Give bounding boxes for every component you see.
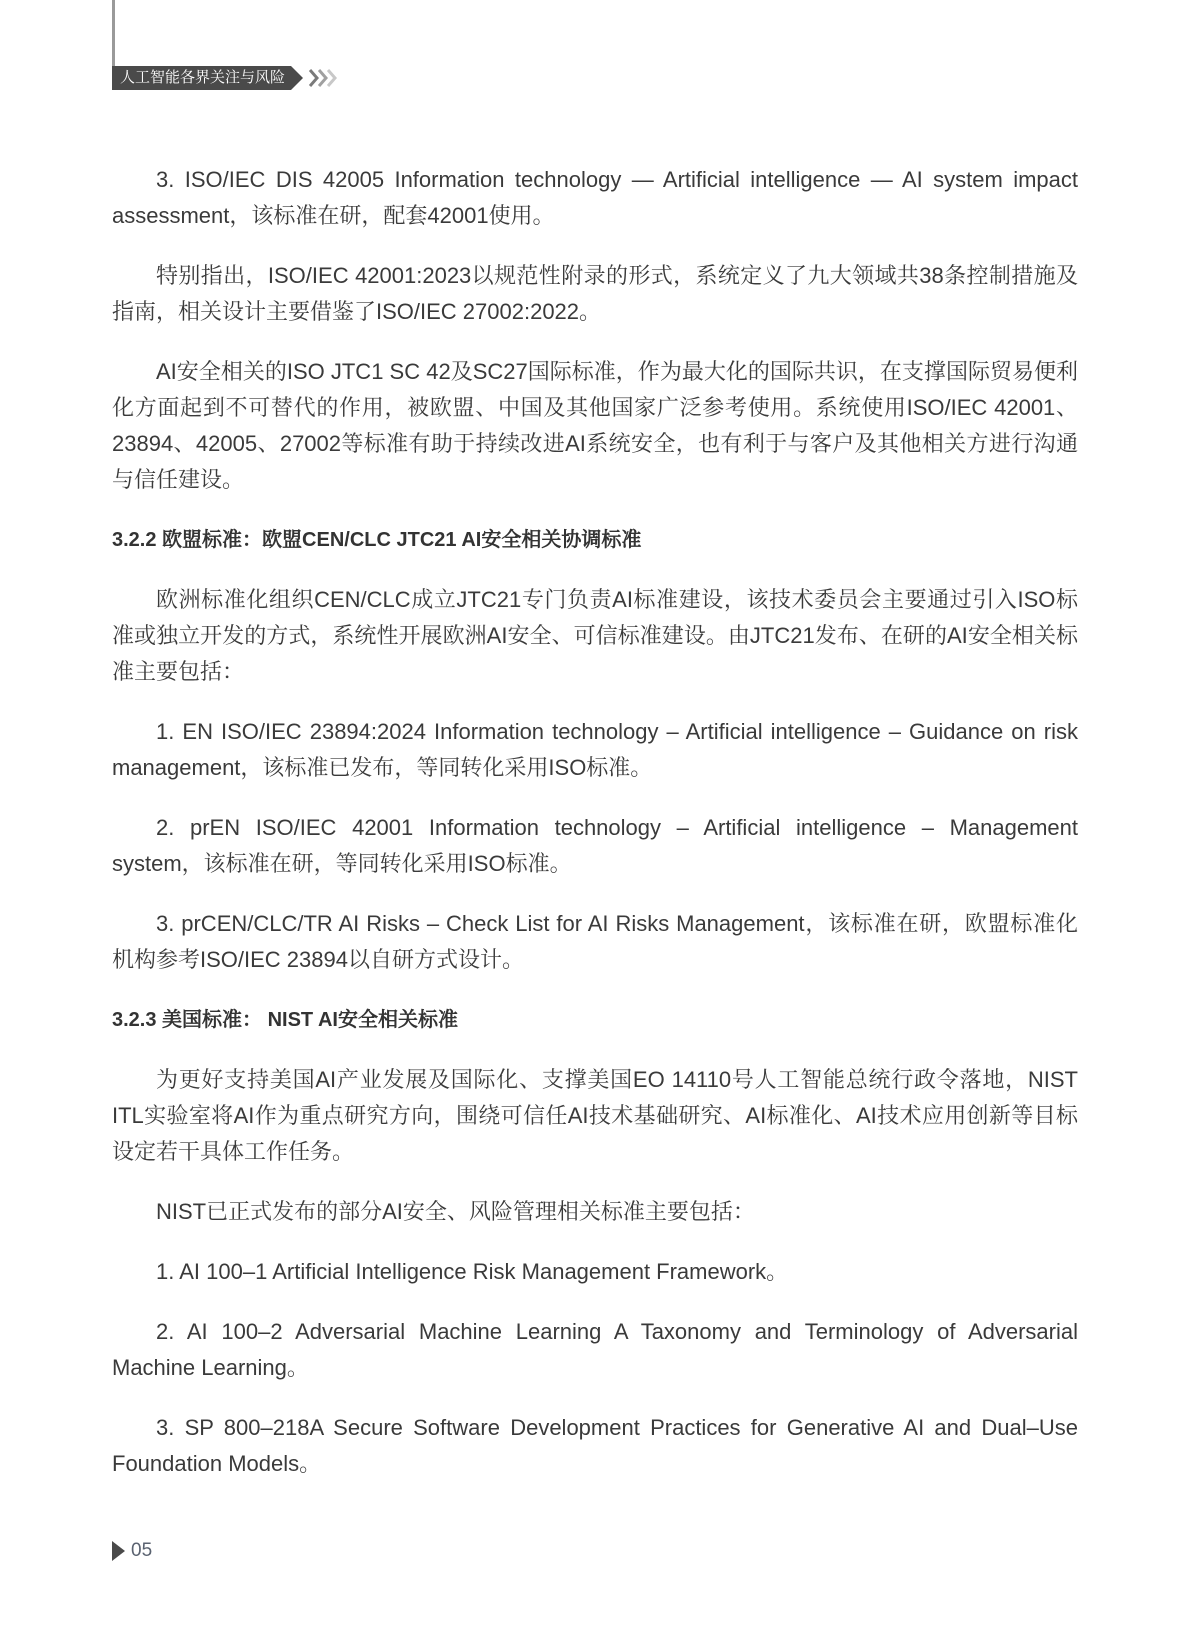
list-item: 3. SP 800–218A Secure Software Development Practices for Generative AI and Dual–Use Foundation Models。 [112, 1415, 1078, 1476]
running-title: 人工智能各界关注与风险 [112, 66, 291, 90]
section-heading-3-2-2: 3.2.2 欧盟标准：欧盟CEN/CLC JTC21 AI安全相关协调标准 [112, 529, 642, 551]
page-footer [112, 1540, 152, 1562]
list-item-iso-42005: 3. ISO/IEC DIS 42005 Information technology — Artificial intelligence — AI system impact assessment，该标准在研，配套42001使用。 [112, 167, 1078, 228]
section-heading-3-2-3: 3.2.3 美国标准： NIST AI安全相关标准 [112, 1009, 458, 1031]
header-vertical-rule [112, 0, 115, 70]
paragraph-nist-lead: NIST已正式发布的部分AI安全、风险管理相关标准主要包括： [156, 1199, 755, 1224]
page-number: 05 [131, 1540, 153, 1561]
running-header [112, 66, 336, 90]
list-item: 1. AI 100–1 Artificial Intelligence Risk Management Framework。 [156, 1259, 789, 1284]
paragraph-iso-42001-annex: 特别指出，ISO/IEC 42001:2023以规范性附录的形式，系统定义了九大领域共38条控制措施及指南，相关设计主要借鉴了ISO/IEC 27002:2022。 [112, 263, 1078, 324]
header-arrow-point [291, 66, 303, 90]
list-item: 3. prCEN/CLC/TR AI Risks – Check List for AI Risks Management，该标准在研，欧盟标准化机构参考ISO/IEC 23894以自研方式设计。 [112, 911, 1078, 972]
triangle-right-icon [112, 1541, 125, 1561]
list-item: 2. prEN ISO/IEC 42001 Information technology – Artificial intelligence – Management system，该标准在研，等同转化采用ISO标准。 [112, 815, 1078, 876]
paragraph-iso-consensus: AI安全相关的ISO JTC1 SC 42及SC27国际标准，作为最大化的国际共识，在支撑国际贸易便利化方面起到不可替代的作用，被欧盟、中国及其他国家广泛参考使用。系统使用ISO/IEC 42001、23894、42005、27002等标准有助于持续改进AI系统安全，也有利于与客户及其他相关方进行沟通与信任建设。 [112, 359, 1078, 492]
triple-chevron-right-icon [309, 69, 336, 87]
paragraph-nist-intro: 为更好支持美国AI产业发展及国际化、支撑美国EO 14110号人工智能总统行政令落地，NIST ITL实验室将AI作为重点研究方向，围绕可信任AI技术基础研究、AI标准化、AI技术应用创新等目标设定若干具体工作任务。 [112, 1067, 1078, 1164]
list-item: 2. AI 100–2 Adversarial Machine Learning A Taxonomy and Terminology of Adversarial Machine Learning。 [112, 1319, 1078, 1380]
page-body [112, 162, 1078, 1482]
list-item: 1. EN ISO/IEC 23894:2024 Information technology – Artificial intelligence – Guidance on risk management，该标准已发布，等同转化采用ISO标准。 [112, 719, 1078, 780]
paragraph-cen-clc-intro: 欧洲标准化组织CEN/CLC成立JTC21专门负责AI标准建设，该技术委员会主要通过引入ISO标准或独立开发的方式，系统性开展欧洲AI安全、可信标准建设。由JTC21发布、在研的AI安全相关标准主要包括： [112, 587, 1078, 684]
